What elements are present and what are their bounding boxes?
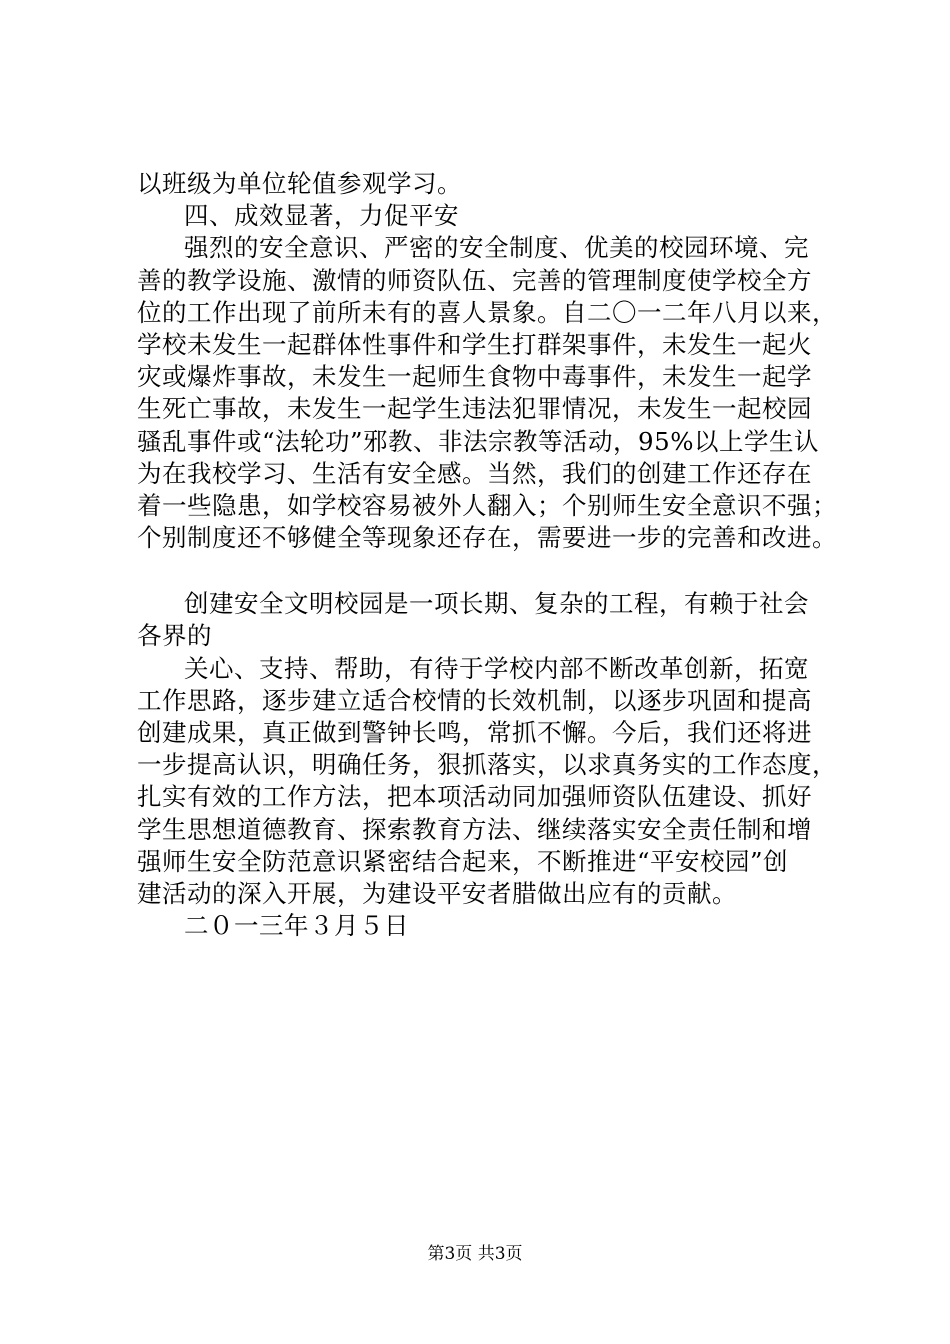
paragraph-line: 扎实有效的工作方法，把本项活动同加强师资队伍建设、抓好 — [137, 782, 812, 812]
paragraph-gap — [137, 554, 851, 588]
paragraph-line: 创建成果，真正做到警钟长鸣，常抓不懈。今后，我们还将进 — [137, 718, 812, 747]
paragraph-line: 一步提高认识，明确任务，狠抓落实，以求真务实的工作态度， — [137, 750, 837, 780]
paragraph-line: 为在我校学习、生活有安全感。当然，我们的创建工作还存在 — [137, 458, 812, 488]
paragraph-line: 建活动的深入开展，为建设平安者腊做出应有的贡献。 — [137, 878, 737, 908]
paragraph-conclusion — [137, 653, 851, 911]
paragraph-line: 各界的 — [137, 621, 212, 651]
paragraph-line: 个别制度还不够健全等现象还存在，需要进一步的完善和改进。 — [137, 523, 837, 553]
paragraph-line: 善的教学设施、激情的师资队伍、完善的管理制度使学校全方 — [137, 265, 812, 295]
page-number-footer: 第3页 共3页 — [427, 1244, 523, 1264]
paragraph-line: 生死亡事故，未发生一起学生违法犯罪情况，未发生一起校园 — [137, 394, 812, 424]
paragraph-line: 着一些隐患，如学校容易被外人翻入；个别师生安全意识不强； — [137, 490, 837, 520]
paragraph-line: 灾或爆炸事故，未发生一起师生食物中毒事件，未发生一起学 — [137, 362, 812, 392]
document-date: 二０一三年３月５日 — [184, 911, 409, 941]
paragraph-line: 工作思路，逐步建立适合校情的长效机制，以逐步巩固和提高 — [137, 685, 812, 715]
paragraph-line: 强烈的安全意识、严密的安全制度、优美的校园环境、完 — [184, 233, 809, 263]
paragraph-line: 骚乱事件或“法轮功”邪教、非法宗教等活动，95%以上学生认 — [137, 426, 820, 456]
paragraph-line: 位的工作出现了前所未有的喜人景象。自二〇一二年八月以来， — [137, 297, 837, 327]
continuation-line: 以班级为单位轮值参观学习。 — [137, 169, 462, 198]
paragraph-line: 学生思想道德教育、探索教育方法、继续落实安全责任制和增 — [137, 814, 812, 844]
paragraph-results — [137, 232, 851, 554]
paragraph-line: 关心、支持、帮助，有待于学校内部不断改革创新，拓宽 — [184, 653, 809, 683]
document-body — [137, 168, 851, 942]
paragraph-line: 学校未发生一起群体性事件和学生打群架事件，未发生一起火 — [137, 329, 812, 359]
paragraph-line: 创建安全文明校园是一项长期、复杂的工程，有赖于社会 — [184, 589, 809, 619]
section-heading: 四、成效显著，力促平安 — [184, 201, 459, 231]
paragraph-conclusion-intro — [137, 588, 851, 652]
paragraph-line: 强师生安全防范意识紧密结合起来，不断推进“平安校园”创 — [137, 846, 789, 876]
